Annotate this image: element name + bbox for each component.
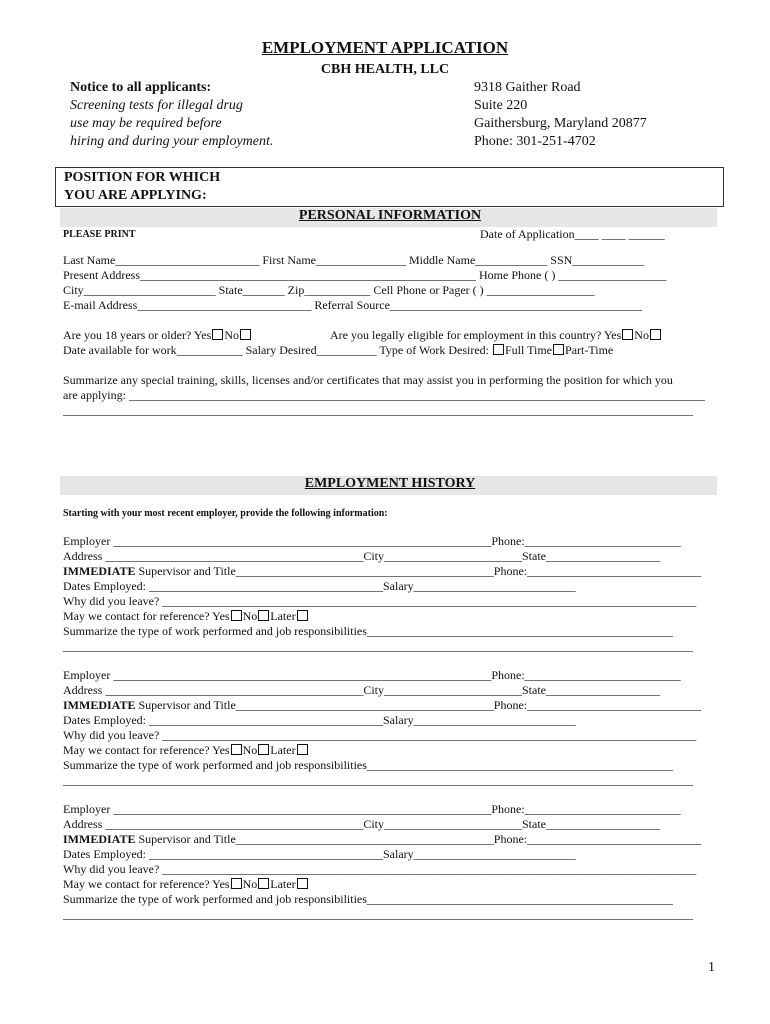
training-summary-field[interactable]: are applying: ________________________________________________________________________________________________: [63, 388, 705, 402]
position-label: YOU ARE APPLYING:: [64, 188, 207, 203]
history-intro: Starting with your most recent employer, provide the following information:: [63, 508, 388, 519]
responsibilities-field[interactable]: _________________________________________________________________________________________________________: [63, 773, 693, 787]
no-label: No: [634, 328, 649, 342]
later-label: Later: [270, 877, 296, 891]
contact-row: [63, 877, 309, 892]
dates-row[interactable]: [63, 579, 576, 594]
position-label: POSITION FOR WHICH: [64, 170, 221, 185]
reason-row[interactable]: [63, 728, 696, 743]
document-title: EMPLOYMENT APPLICATION: [261, 38, 509, 57]
eligibility-label: Are you legally eligible for employment in this country? Yes: [330, 328, 622, 342]
responsibilities-row[interactable]: [63, 758, 673, 773]
address-field[interactable]: Address ___________________________________________City_______________________State___________________: [63, 683, 660, 697]
address-line: Suite 220: [474, 98, 528, 113]
training-summary-label: Summarize any special training, skills, licenses and/or certificates that may assist you in performing the position for which you: [63, 373, 673, 387]
supervisor-field[interactable]: Supervisor and Title___________________________________________Phone:_____________________________: [135, 698, 702, 712]
blank-line-row[interactable]: [63, 639, 693, 654]
later-label: Later: [270, 609, 296, 623]
later-label: Later: [270, 743, 296, 757]
phone-line: Phone: 301-251-4702: [474, 134, 596, 149]
notice-title: Notice to all applicants:: [70, 80, 212, 95]
contact-label: May we contact for reference? Yes: [63, 877, 230, 891]
reason-leaving-field[interactable]: Why did you leave? _________________________________________________________________________________________: [63, 862, 697, 876]
contact-row: [63, 743, 309, 758]
personal-info-heading: PERSONAL INFORMATION: [298, 208, 482, 223]
contact-row: [63, 609, 309, 624]
no-label: No: [242, 877, 258, 891]
notice-line: Screening tests for illegal drug: [70, 98, 243, 113]
availability-row: [63, 343, 613, 358]
employer-field[interactable]: Employer _______________________________________________________________Phone:__________________________: [63, 668, 681, 682]
company-name: CBH HEALTH, LLC: [320, 62, 450, 77]
contact-label: May we contact for reference? Yes: [63, 609, 230, 623]
page-number: 1: [708, 960, 715, 975]
contact-later-checkbox[interactable]: [297, 878, 308, 889]
responsibilities-field[interactable]: Summarize the type of work performed and job responsibilities___________________________________________________: [63, 892, 673, 906]
responsibilities-field[interactable]: Summarize the type of work performed and job responsibilities___________________________________________________: [63, 758, 673, 772]
contact-later-checkbox[interactable]: [297, 610, 308, 621]
contact-yes-checkbox[interactable]: [231, 744, 242, 755]
contact-yes-checkbox[interactable]: [231, 878, 242, 889]
age-yes-checkbox[interactable]: [212, 329, 223, 340]
dates-row[interactable]: [63, 847, 576, 862]
employer-row[interactable]: [63, 668, 681, 683]
address-row[interactable]: [63, 549, 660, 564]
email-referral-row[interactable]: E-mail Address_____________________________ Referral Source__________________________________________: [63, 298, 642, 312]
notice-line: hiring and during your employment.: [70, 134, 274, 149]
address-field[interactable]: Address ___________________________________________City_______________________State___________________: [63, 549, 660, 563]
responsibilities-field[interactable]: Summarize the type of work performed and job responsibilities___________________________________________________: [63, 624, 673, 638]
address-line: Gaithersburg, Maryland 20877: [474, 116, 647, 131]
eligible-no-checkbox[interactable]: [650, 329, 661, 340]
immediate-label: IMMEDIATE: [63, 832, 136, 846]
blank-line-row[interactable]: [63, 773, 693, 788]
no-label: No: [242, 609, 258, 623]
employer-field[interactable]: Employer _______________________________________________________________Phone:__________________________: [63, 802, 681, 816]
address-row[interactable]: [63, 683, 660, 698]
supervisor-field[interactable]: Supervisor and Title___________________________________________Phone:_____________________________: [135, 564, 702, 578]
reason-row[interactable]: [63, 594, 696, 609]
name-ssn-row[interactable]: Last Name________________________ First Name_______________ Middle Name____________ SSN____________: [63, 253, 645, 267]
immediate-label: IMMEDIATE: [63, 698, 136, 712]
age-question: [63, 328, 252, 343]
contact-later-checkbox[interactable]: [297, 744, 308, 755]
supervisor-field[interactable]: Supervisor and Title___________________________________________Phone:_____________________________: [135, 832, 702, 846]
notice-line: use may be required before: [70, 116, 222, 131]
contact-no-checkbox[interactable]: [258, 744, 269, 755]
eligibility-question: [330, 328, 662, 343]
training-summary-field[interactable]: _________________________________________________________________________________________________________: [63, 403, 693, 417]
dates-row[interactable]: [63, 713, 576, 728]
city-state-zip-row[interactable]: City______________________ State_______ Zip___________ Cell Phone or Pager ( ) __________________: [63, 283, 595, 297]
full-time-checkbox[interactable]: [493, 344, 504, 355]
reason-leaving-field[interactable]: Why did you leave? _________________________________________________________________________________________: [63, 728, 697, 742]
supervisor-row[interactable]: [63, 698, 701, 713]
reason-row[interactable]: [63, 862, 696, 877]
employment-history-heading: EMPLOYMENT HISTORY: [304, 476, 476, 491]
dates-salary-field[interactable]: Dates Employed: _______________________________________Salary___________________________: [63, 847, 576, 861]
part-time-label: Part-Time: [565, 343, 614, 357]
employer-row[interactable]: [63, 534, 681, 549]
date-of-application-field[interactable]: Date of Application____ ____ ______: [480, 227, 665, 241]
dates-salary-field[interactable]: Dates Employed: _______________________________________Salary___________________________: [63, 579, 576, 593]
age-question-label: Are you 18 years or older? Yes: [63, 328, 212, 342]
responsibilities-field[interactable]: _________________________________________________________________________________________________________: [63, 639, 693, 653]
employer-field[interactable]: Employer _______________________________________________________________Phone:__________________________: [63, 534, 681, 548]
part-time-checkbox[interactable]: [553, 344, 564, 355]
supervisor-row[interactable]: [63, 564, 701, 579]
responsibilities-row[interactable]: [63, 892, 673, 907]
availability-label[interactable]: Date available for work___________ Salary Desired__________ Type of Work Desired:: [63, 343, 492, 357]
contact-yes-checkbox[interactable]: [231, 610, 242, 621]
address-field[interactable]: Address ___________________________________________City_______________________State___________________: [63, 817, 660, 831]
responsibilities-field[interactable]: _________________________________________________________________________________________________________: [63, 907, 693, 921]
position-field[interactable]: [55, 167, 724, 207]
contact-label: May we contact for reference? Yes: [63, 743, 230, 757]
age-no-checkbox[interactable]: [240, 329, 251, 340]
contact-no-checkbox[interactable]: [258, 610, 269, 621]
address-line: 9318 Gaither Road: [474, 80, 581, 95]
address-row[interactable]: [63, 817, 660, 832]
immediate-label: IMMEDIATE: [63, 564, 136, 578]
please-print-label: PLEASE PRINT: [63, 229, 136, 240]
reason-leaving-field[interactable]: Why did you leave? _________________________________________________________________________________________: [63, 594, 697, 608]
employer-row[interactable]: [63, 802, 681, 817]
eligible-yes-checkbox[interactable]: [622, 329, 633, 340]
no-label: No: [224, 328, 239, 342]
address-phone-row[interactable]: Present Address________________________________________________________ Home Phone ( ) __________________: [63, 268, 667, 282]
contact-no-checkbox[interactable]: [258, 878, 269, 889]
no-label: No: [242, 743, 258, 757]
responsibilities-row[interactable]: [63, 624, 673, 639]
dates-salary-field[interactable]: Dates Employed: _______________________________________Salary___________________________: [63, 713, 576, 727]
full-time-label: Full Time: [504, 343, 553, 357]
supervisor-row[interactable]: [63, 832, 701, 847]
blank-line-row[interactable]: [63, 907, 693, 922]
